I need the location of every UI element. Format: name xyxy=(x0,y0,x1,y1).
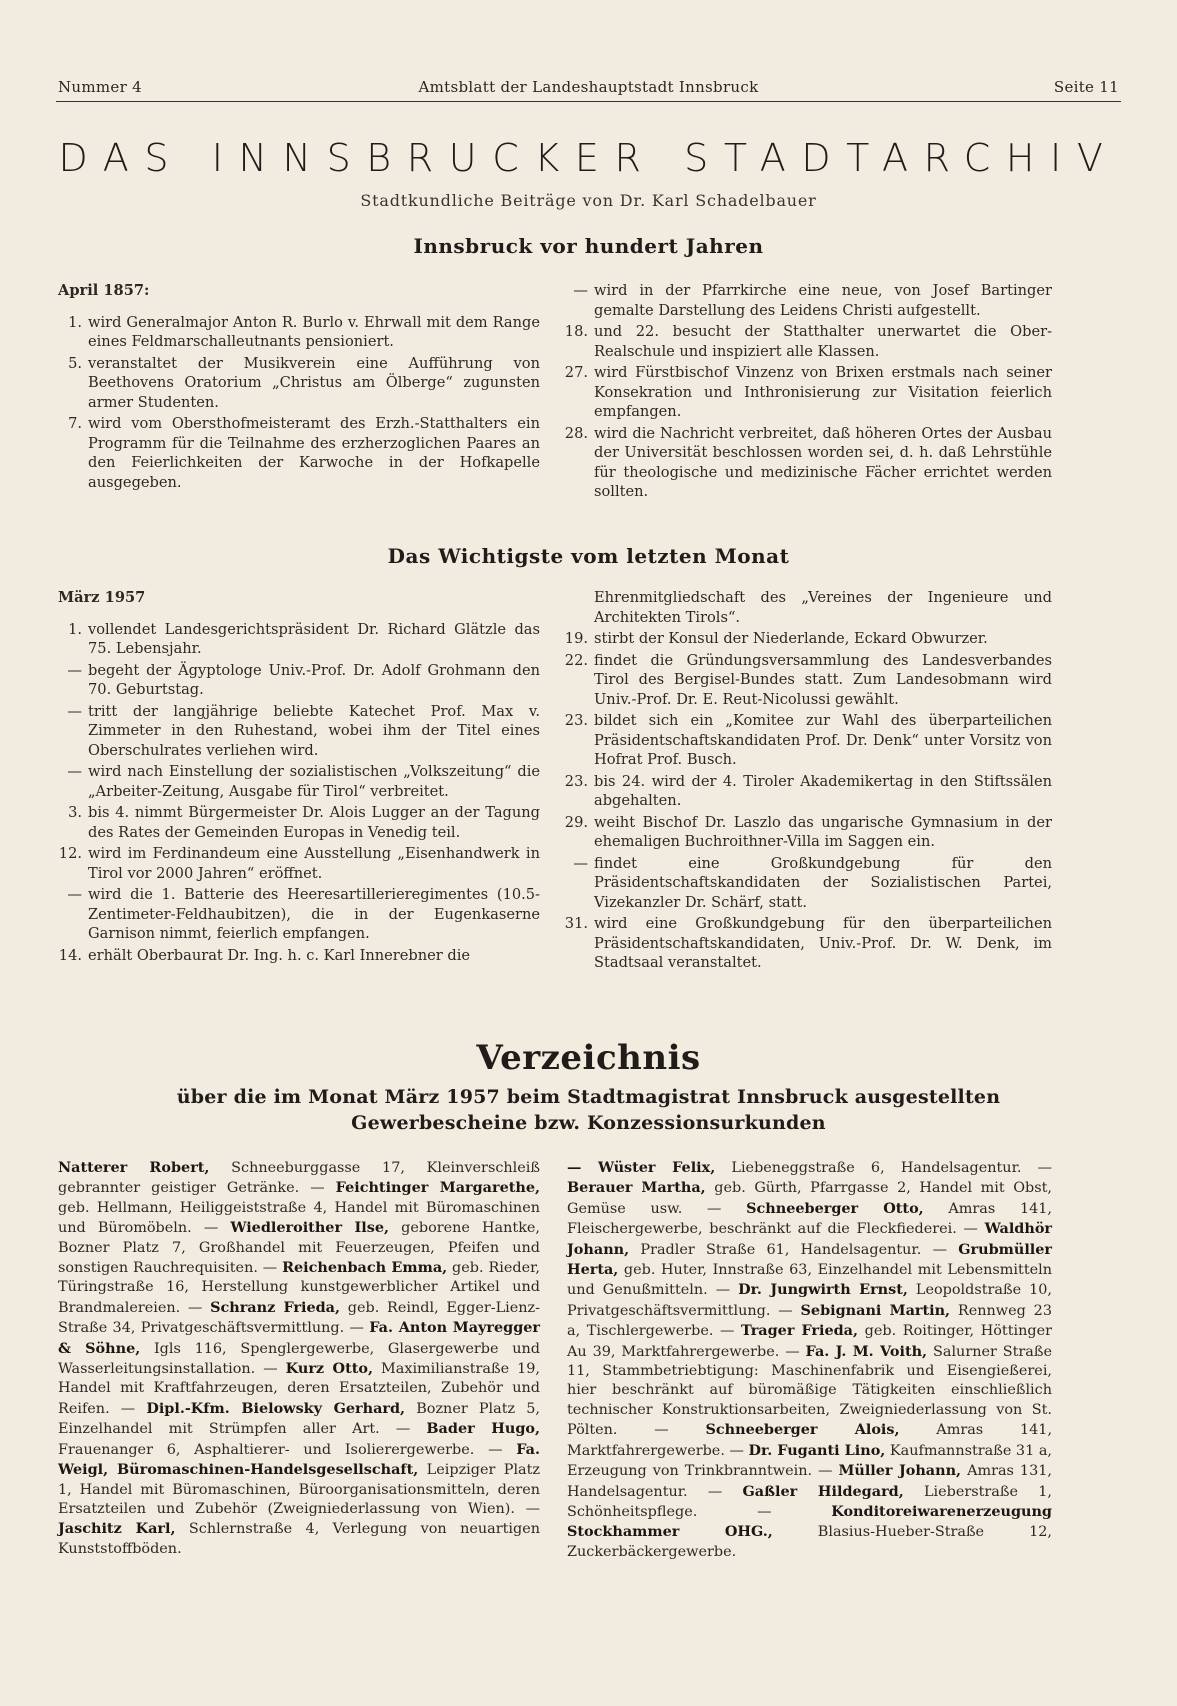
licensee-details: geborene Hantke, Bozner Platz 7, Großhandel mit Feuerzeugen, Pfeifen und sonstigen Rauchrequisiten. — xyxy=(58,1220,541,1277)
chronicle-entry xyxy=(58,414,540,492)
entry-text: weiht Bischof Dr. Laszlo das ungarische Gymnasium in der ehemaligen Buchroithner-Villa im Saggen ein. xyxy=(594,813,1052,850)
licensee-details: Lieberstraße 1, Schönheitspflege. — xyxy=(567,1483,1052,1520)
entry-day: — xyxy=(67,763,82,780)
entry-text: wird im Ferdinandeum eine Ausstellung „Eisenhandwerk in Tirol vor 2000 Jahren“ eröffnet. xyxy=(88,845,540,882)
entry-day: 5. xyxy=(68,354,82,372)
licensee-name: Dr. Fuganti Lino, xyxy=(748,1441,886,1459)
masthead-title: DAS INNSBRUCKER STADTARCHIV xyxy=(58,136,1119,180)
licensee-details: Rennweg 23 a, Tischlergewerbe. — xyxy=(567,1302,1052,1340)
licensee-details: Amras 131, Handelsagentur. — xyxy=(567,1463,1052,1500)
licensee-name: Fa. Anton Mayregger & Söhne, xyxy=(58,1319,540,1357)
licensee-name: Jaschitz Karl, xyxy=(58,1520,176,1538)
licensee-details: Schneeburggasse 17, Kleinverschleiß gebrannter geistiger Getränke. — xyxy=(58,1160,540,1197)
licensee-name: Reichenbach Emma, xyxy=(282,1259,448,1277)
licensee-name: Berauer Martha, xyxy=(567,1179,706,1197)
entry-day: 12. xyxy=(58,845,82,862)
licensee-name: Waldhör Johann, xyxy=(567,1220,1052,1258)
licensee-name: Gaßler Hildegard, xyxy=(742,1482,904,1500)
entry-text: wird Fürstbischof Vinzenz von Brixen erstmals nach seiner Konsekration und Inthronisierung zur Visitation feierlich empfangen. xyxy=(594,364,1052,420)
entry-day: 28. xyxy=(564,424,588,442)
entry-text: wird vom Obersthofmeisteramt des Erzh.-Statthalters ein Programm für die Teilnahme des erzherzoglichen Paares an den Feierlichkeiten der Karwoche in der Hofkapelle ausgegeben. xyxy=(88,415,540,491)
licensee-details: Leopoldstraße 10, Privatgeschäftsvermittlung. — xyxy=(567,1282,1052,1319)
registry-right-column xyxy=(567,1158,1052,1562)
licensee-details: Blasius-Hueber-Straße 12, Zuckerbäckergewerbe. xyxy=(567,1524,1052,1560)
entry-day: — xyxy=(573,854,588,872)
entry-text: tritt der langjährige beliebte Katechet Prof. Max v. Zimmeter in den Ruhestand, wobei ihm der Titel eines Oberschulrates verliehen wird. xyxy=(88,702,540,759)
licensee-name: Bader Hugo, xyxy=(426,1420,540,1438)
licensee-details: Amras 141, Fleischergewerbe, beschränkt auf die Fleckfiederei. — xyxy=(567,1200,1052,1238)
entry-text: wird die 1. Batterie des Heeresartillerieregimentes (10.5-Zentimeter-Feldhaubitzen), die in der Eugenkaserne Garnison nimmt, feierlich empfangen. xyxy=(88,886,540,942)
licensee-details: geb. Reindl, Egger-Lienz-Straße 34, Privatgeschäftsvermittlung. — xyxy=(58,1299,540,1337)
licensee-details: Salurner Straße 11, Stammbetriebtigung: Maschinenfabrik und Eisengießerei, hier beschränkt auf büromäßige Tätigkeiten einschließlich technischer Konstruktionsarbeiten, Zweigniederlassung von St. Pölten. — xyxy=(567,1343,1053,1439)
entry-day: — xyxy=(67,661,82,679)
licensee-name: Schneeberger Alois, xyxy=(705,1421,900,1439)
chronicle-entry xyxy=(58,702,540,761)
entry-day: 22. xyxy=(564,651,588,669)
entry-text: begeht der Ägyptologe Univ.-Prof. Dr. Adolf Grohmann den 70. Geburtstag. xyxy=(88,661,540,698)
entry-day: 29. xyxy=(564,813,588,831)
chronicle-entry xyxy=(564,629,1052,649)
chronicle-entry xyxy=(58,661,540,700)
entry-text: wird die Nachricht verbreitet, daß höheren Ortes der Ausbau der Universität beschlossen worden sei, d. h. daß Lehrstühle für theologische und medizinische Fächer errichtet werden sollten. xyxy=(594,424,1052,500)
chronicle-entry xyxy=(564,322,1052,361)
entry-text: wird nach Einstellung der sozialistischen „Volkszeitung“ die „Arbeiter-Zeitung, Ausgabe für Tirol“ verbreitet. xyxy=(88,763,540,800)
entry-text: wird in der Pfarrkirche eine neue, von Josef Bartinger gemalte Darstellung des Leidens Christi aufgestellt. xyxy=(594,282,1052,319)
entry-text: erhält Oberbaurat Dr. Ing. h. c. Karl Innerebner die xyxy=(88,946,471,964)
entry-text: bis 4. nimmt Bürgermeister Dr. Alois Lugger an der Tagung des Rates der Gemeinden Europas in Venedig teil. xyxy=(88,804,540,841)
licensee-name: Dr. Jungwirth Ernst, xyxy=(738,1281,908,1299)
licensee-name: Grubmüller Herta, xyxy=(567,1240,1052,1279)
licensee-name: Müller Johann, xyxy=(838,1462,962,1480)
section-heading-hundred-years: Innsbruck vor hundert Jahren xyxy=(413,234,764,258)
licensee-name: Kurz Otto, xyxy=(285,1360,373,1378)
section1-month: April 1857: xyxy=(58,282,150,299)
entry-text: wird Generalmajor Anton R. Burlo v. Ehrwall mit dem Range eines Feldmarschalleutnants pensioniert. xyxy=(88,313,540,350)
entry-day: 3. xyxy=(68,804,82,821)
entry-text: Ehrenmitgliedschaft des „Vereines der Ingenieure und Architekten Tirols“. xyxy=(594,589,1052,626)
licensee-name: Dipl.-Kfm. Bielowsky Gerhard, xyxy=(146,1399,406,1417)
chronicle-entry xyxy=(58,803,540,842)
licensee-name: Feichtinger Margarethe, xyxy=(335,1179,541,1197)
section2-left-column xyxy=(58,588,540,967)
entry-day: 7. xyxy=(68,415,82,432)
licensee-details: Kaufmannstraße 31 a, Erzeugung von Trinkbranntwein. — xyxy=(567,1442,1052,1480)
entry-day: 1. xyxy=(68,620,82,638)
licensee-name: Wiedleroither Ilse, xyxy=(230,1219,390,1237)
licensee-name: Fa. Weigl, Büromaschinen-Handelsgesellschaft, xyxy=(58,1440,540,1479)
entry-day: 19. xyxy=(564,630,588,647)
licensee-name: Natterer Robert, xyxy=(58,1159,210,1176)
chronicle-entry xyxy=(58,844,540,883)
chronicle-entry xyxy=(58,885,540,944)
licensee-details: Leipziger Platz 1, Handel mit Büromaschinen, Büroorganisationsmitteln, deren Ersatzteilen und Zubehör (Zweigniederlassung von Wien). — xyxy=(58,1462,540,1517)
chronicle-entry xyxy=(58,762,540,801)
section-heading-last-month: Das Wichtigste vom letzten Monat xyxy=(387,544,790,568)
licensee-details: Schlernstraße 4, Verlegung von neuartigen Kunststoffböden. xyxy=(58,1521,541,1557)
entry-day: 14. xyxy=(58,946,82,964)
section1-left-column xyxy=(58,281,540,494)
masthead-subtitle: Stadtkundliche Beiträge von Dr. Karl Schadelbauer xyxy=(360,191,817,210)
entry-text: bildet sich ein „Komitee zur Wahl des überparteilichen Präsidentschaftskandidaten Prof. Dr. Denk“ unter Vorsitz von Hofrat Prof. Busch. xyxy=(594,712,1052,768)
chronicle-entry xyxy=(564,914,1052,973)
licensee-name: Konditoreiwarenerzeugung Stockhammer OHG., xyxy=(567,1502,1052,1541)
licensee-name: Trager Frieda, xyxy=(741,1322,859,1340)
licensee-details: Amras 141, Marktfahrergewerbe. — xyxy=(567,1422,1053,1459)
registry-left-column xyxy=(58,1158,540,1559)
section1-right-column xyxy=(564,281,1052,504)
entry-day: 18. xyxy=(564,323,588,340)
licensee-details: geb. Huter, Innstraße 63, Einzelhandel mit Lebensmitteln und Genußmitteln. — xyxy=(567,1262,1052,1299)
entry-day: — xyxy=(67,702,82,720)
entry-day: 31. xyxy=(564,915,588,932)
entry-text: wird eine Großkundgebung für den überparteilichen Präsidentschaftskandidaten, Univ.-Prof. Dr. W. Denk, im Stadtsaal veranstaltet. xyxy=(594,915,1052,971)
publication-title: Amtsblatt der Landeshauptstadt Innsbruck xyxy=(418,78,759,96)
registry-subtitle-line1: über die im Monat März 1957 beim Stadtmagistrat Innsbruck ausgestellten xyxy=(176,1086,1001,1108)
licensee-name: Sebignani Martin, xyxy=(800,1301,951,1319)
licensee-details: geb. Rieder, Türingstraße 16, Herstellung kunstgewerblicher Artikel und Brandmalereien. — xyxy=(58,1260,540,1316)
registry-subtitle-line2: Gewerbescheine bzw. Konzessionsurkunden xyxy=(351,1112,826,1134)
chronicle-entry xyxy=(58,946,540,966)
chronicle-entry xyxy=(58,354,540,413)
chronicle-entry xyxy=(564,772,1052,811)
section2-right-column xyxy=(564,588,1052,975)
chronicle-entry xyxy=(564,813,1052,852)
chronicle-entry xyxy=(564,711,1052,770)
licensee-details: geb. Roitinger, Höttinger Au 39, Marktfahrergewerbe. — xyxy=(567,1323,1052,1360)
licensee-name: Schneeberger Otto, xyxy=(746,1199,924,1217)
licensee-details: Bozner Platz 5, Einzelhandel mit Strümpfen aller Art. — xyxy=(58,1400,540,1438)
licensee-details: Maximilianstraße 19, Handel mit Kraftfahrzeugen, deren Ersatzteilen, Zubehör und Reifen. — xyxy=(58,1361,541,1417)
entry-day: — xyxy=(67,886,82,903)
section2-month: März 1957 xyxy=(58,589,146,606)
licensee-details: Pradler Straße 61, Handelsagentur. — xyxy=(629,1241,959,1258)
entry-day: 27. xyxy=(564,364,588,381)
registry-title: Verzeichnis xyxy=(476,1038,701,1078)
chronicle-entry xyxy=(564,363,1052,422)
chronicle-entry xyxy=(564,281,1052,320)
chronicle-entry xyxy=(564,588,1052,627)
chronicle-entry xyxy=(58,313,540,352)
chronicle-entry xyxy=(564,651,1052,710)
licensee-details: Igls 116, Spenglergewerbe, Glasergewerbe und Wasserleitungsinstallation. — xyxy=(58,1340,541,1378)
chronicle-entry xyxy=(564,424,1052,502)
entry-day: 1. xyxy=(68,313,82,331)
header-rule xyxy=(56,101,1121,102)
licensee-details: geb. Gürth, Pfarrgasse 2, Handel mit Obst, Gemüse usw. — xyxy=(567,1180,1052,1217)
entry-day: 23. xyxy=(564,772,588,790)
entry-text: stirbt der Konsul der Niederlande, Eckard Obwurzer. xyxy=(594,630,988,647)
chronicle-entry xyxy=(58,620,540,659)
licensee-name: Schranz Frieda, xyxy=(210,1298,341,1316)
licensee-details: geb. Hellmann, Heiliggeiststraße 4, Handel mit Büromaschinen und Büromöbeln. — xyxy=(58,1199,540,1237)
licensee-name: Fa. J. M. Voith, xyxy=(805,1342,928,1360)
chronicle-entry xyxy=(564,854,1052,913)
entry-day: — xyxy=(573,282,588,299)
entry-text: findet eine Großkundgebung für den Präsidentschaftskandidaten der Sozialistischen Partei, Vizekanzler Dr. Schärf, statt. xyxy=(594,854,1052,911)
licensee-details: Liebeneggstraße 6, Handelsagentur. — xyxy=(715,1160,1052,1176)
entry-text: veranstaltet der Musikverein eine Aufführung von Beethovens Oratorium „Christus am Ölberge“ zugunsten armer Studenten. xyxy=(88,354,540,411)
licensee-name: — Wüster Felix, xyxy=(567,1159,716,1176)
entry-text: findet die Gründungsversammlung des Landesverbandes Tirol des Bergisel-Bundes statt. Zum Landesobmann wird Univ.-Prof. Dr. E. Reut-Nicolussi gewählt. xyxy=(594,651,1052,708)
entry-day: 23. xyxy=(564,712,588,729)
issue-number: Nummer 4 xyxy=(58,78,142,96)
page-number: Seite 11 xyxy=(1053,78,1119,96)
licensee-details: Frauenanger 6, Asphaltierer- und Isolierergewerbe. — xyxy=(58,1441,517,1458)
running-head xyxy=(58,78,1119,102)
entry-text: vollendet Landesgerichtspräsident Dr. Richard Glätzle das 75. Lebensjahr. xyxy=(88,620,540,657)
entry-text: und 22. besucht der Statthalter unerwartet die Ober-Realschule und inspiziert alle Klassen. xyxy=(594,323,1052,360)
entry-text: bis 24. wird der 4. Tiroler Akademikertag in den Stiftssälen abgehalten. xyxy=(594,772,1052,809)
